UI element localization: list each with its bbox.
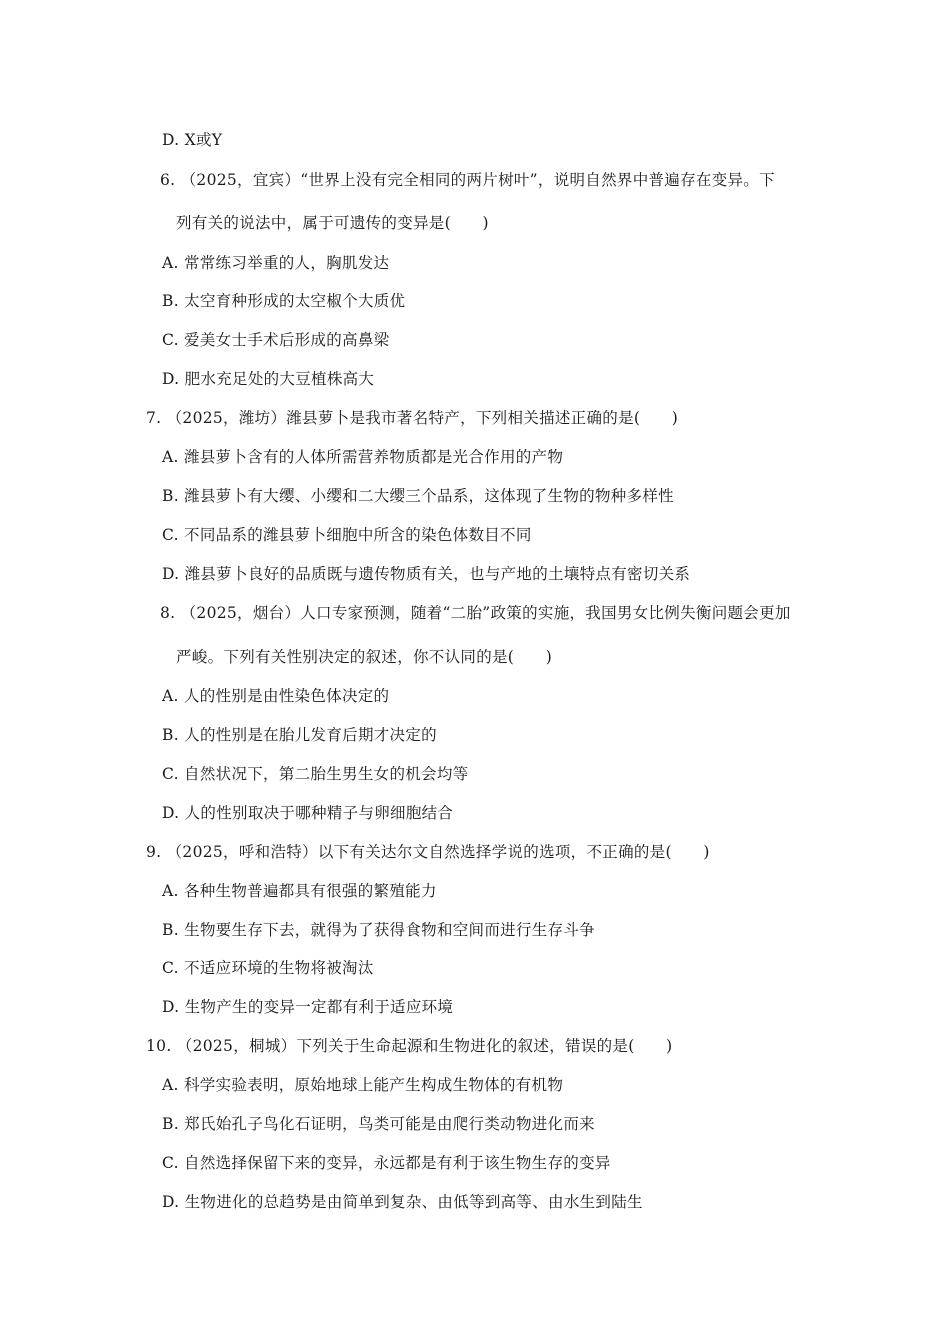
q9-stem-line1: 9. （2025，呼和浩特）以下有关达尔文自然选择学说的选项，不正确的是( ) [146, 843, 710, 861]
q8-stem-line1: 8. （2025，烟台）人口专家预测，随着“二胎”政策的实施，我国男女比例失衡问题会更加 [160, 604, 791, 622]
q7-stem-line1: 7. （2025，潍坊）潍县萝卜是我市著名特产，下列相关描述正确的是( ) [146, 409, 679, 427]
q6-option-a: A. 常常练习举重的人，胸肌发达 [162, 254, 390, 272]
q10-option-a: A. 科学实验表明，原始地球上能产生构成生物体的有机物 [162, 1076, 564, 1094]
q7-option-d: D. 潍县萝卜良好的品质既与遗传物质有关，也与产地的土壤特点有密切关系 [162, 565, 691, 583]
q9-option-b: B. 生物要生存下去，就得为了获得食物和空间而进行生存斗争 [162, 921, 595, 939]
q10-option-b: B. 郑氏始孔子鸟化石证明，鸟类可能是由爬行类动物进化而来 [162, 1115, 595, 1133]
q7-option-b: B. 潍县萝卜有大缨、小缨和二大缨三个品系，这体现了生物的物种多样性 [162, 487, 674, 505]
q6-option-c: C. 爱美女士手术后形成的高鼻梁 [162, 331, 390, 349]
q7-option-a: A. 潍县萝卜含有的人体所需营养物质都是光合作用的产物 [162, 448, 564, 466]
q6-option-b: B. 太空育种形成的太空椒个大质优 [162, 292, 406, 310]
q10-option-c: C. 自然选择保留下来的变异，永远都是有利于该生物生存的变异 [162, 1154, 611, 1172]
q6-stem-line1: 6. （2025，宜宾）“世界上没有完全相同的两片树叶”，说明自然界中普遍存在变异。下 [160, 171, 775, 189]
q8-option-a: A. 人的性别是由性染色体决定的 [162, 687, 390, 705]
q10-option-d: D. 生物进化的总趋势是由简单到复杂、由低等到高等、由水生到陆生 [162, 1193, 643, 1211]
q6-option-d: D. 肥水充足处的大豆植株高大 [162, 370, 375, 388]
q8-option-b: B. 人的性别是在胎儿发育后期才决定的 [162, 726, 437, 744]
q9-option-d: D. 生物产生的变异一定都有利于适应环境 [162, 998, 454, 1016]
q5-option-d: D. X或Y [162, 131, 223, 149]
q10-stem-line1: 10. （2025，桐城）下列关于生命起源和生物进化的叙述，错误的是( ) [146, 1037, 673, 1055]
q8-stem-line2: 严峻。下列有关性别决定的叙述，你不认同的是( ) [176, 648, 553, 666]
q9-option-a: A. 各种生物普遍都具有很强的繁殖能力 [162, 882, 437, 900]
q7-option-c: C. 不同品系的潍县萝卜细胞中所含的染色体数目不同 [162, 526, 532, 544]
q9-option-c: C. 不适应环境的生物将被淘汰 [162, 959, 374, 977]
q8-option-c: C. 自然状况下，第二胎生男生女的机会均等 [162, 765, 469, 783]
q8-option-d: D. 人的性别取决于哪种精子与卵细胞结合 [162, 804, 454, 822]
q6-stem-line2: 列有关的说法中，属于可遗传的变异是( ) [176, 214, 489, 232]
